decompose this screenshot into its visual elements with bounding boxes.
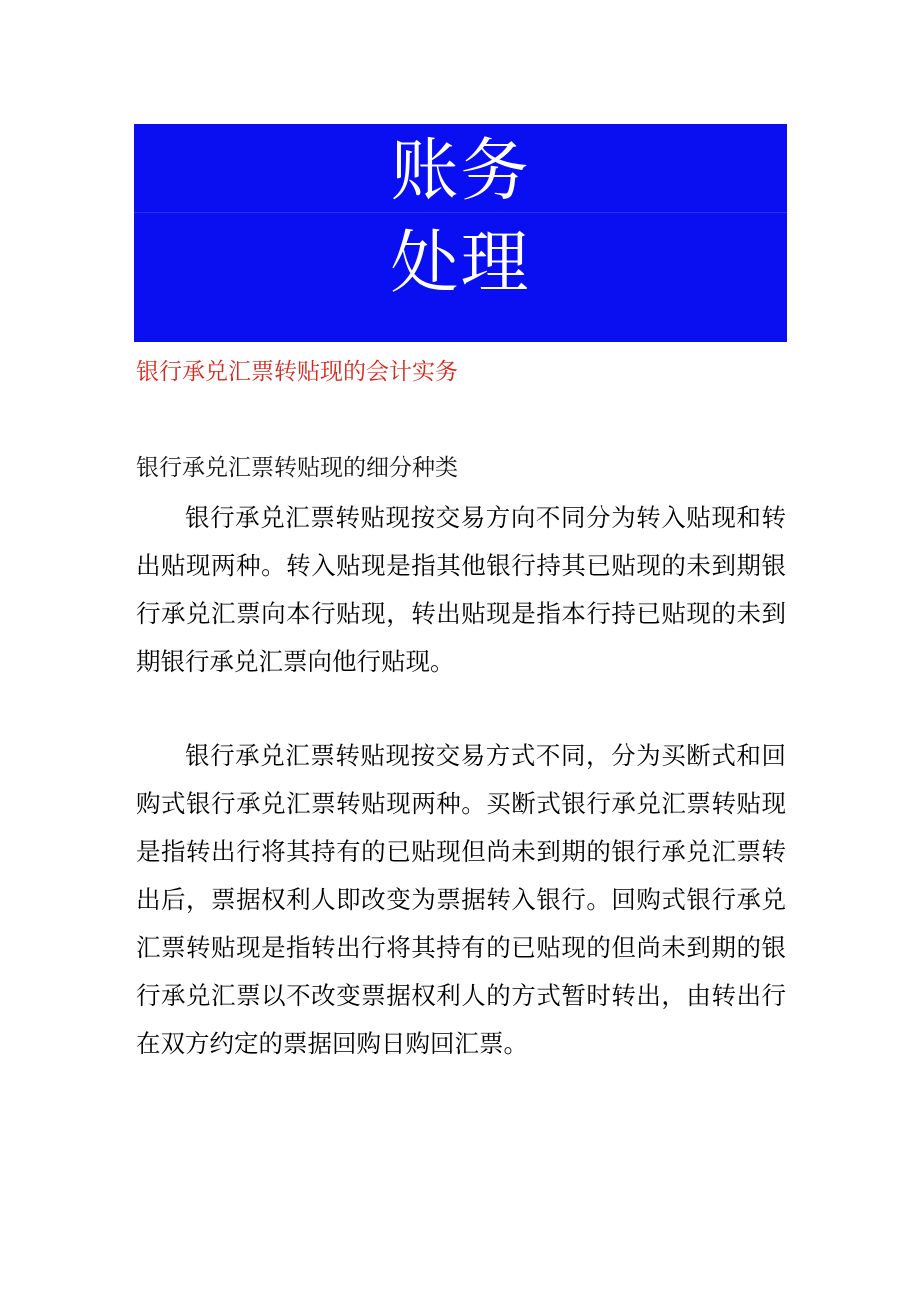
banner-divider	[134, 212, 787, 213]
title-banner	[134, 124, 787, 342]
document-subtitle: 银行承兑汇票转贴现的会计实务	[136, 359, 458, 385]
banner-title-line-2: 处理	[390, 224, 531, 303]
paragraph-1: 银行承兑汇票转贴现按交易方向不同分为转入贴现和转出贴现两种。转入贴现是指其他银行持其已贴现的未到期银行承兑汇票向本行贴现，转出贴现是指本行持已贴现的未到期银行承兑汇票向他行贴现。	[136, 503, 786, 676]
section-heading: 银行承兑汇票转贴现的细分种类	[136, 455, 458, 481]
paragraph-2: 银行承兑汇票转贴现按交易方式不同，分为买断式和回购式银行承兑汇票转贴现两种。买断式银行承兑汇票转贴现是指转出行将其持有的已贴现但尚未到期的银行承兑汇票转出后，票据权利人即改变为票据转入银行。回购式银行承兑汇票转贴现是指转出行将其持有的已贴现的但尚未到期的银行承兑汇票以不改变票据权利人的方式暂时转出，由转出行在双方约定的票据回购日购回汇票。	[136, 741, 786, 1058]
banner-title-line-1: 账务	[390, 132, 531, 211]
